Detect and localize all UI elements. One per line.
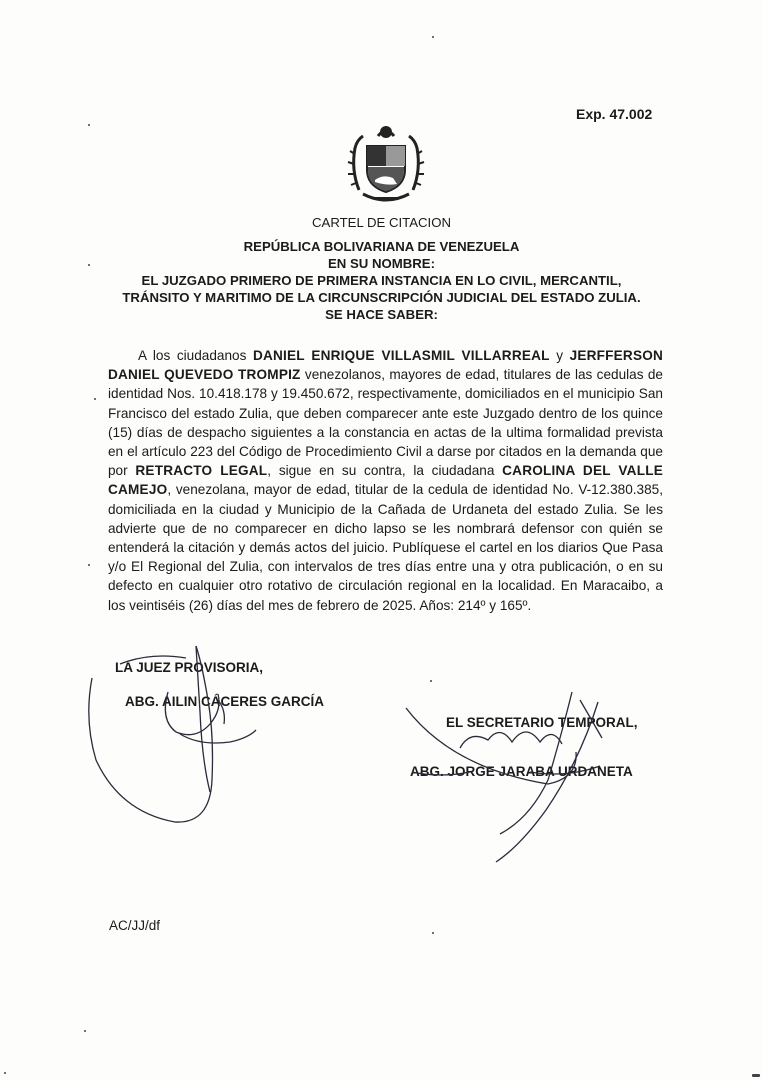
header-line: EL JUZGADO PRIMERO DE PRIMERA INSTANCIA EN LO CIVIL, MERCANTIL, bbox=[141, 273, 622, 288]
body-text: , venezolana, mayor de edad, titular de la cedula de identidad No. V-12.380.385, domiciliada en la ciudad y Municipio de la Cañada de Urdaneta del estado Zulia. Se les advierte que de no comparecer en dicho lapso se les nombrará defensor con quién se entenderá la citación y demás actos del juicio. Publíquese el cartel en los diarios Que Pasa y/o El Regional del Zulia, con intervalos de tres días entre una y otra publicación, o en su defecto en cualquier otro rotativo de circulación regional en la localidad. En Maracaibo, a los veintiséis (26) días del mes de febrero de 2025. Años: 214º y 165º. bbox=[108, 482, 663, 613]
scan-speck bbox=[88, 264, 90, 266]
expediente-number: Exp. 47.002 bbox=[576, 106, 653, 122]
coat-of-arms-of-venezuela-icon bbox=[345, 120, 427, 206]
case-type: RETRACTO LEGAL bbox=[135, 463, 268, 479]
citation-body bbox=[108, 346, 663, 615]
header-block bbox=[60, 238, 703, 323]
scan-speck bbox=[88, 564, 90, 566]
scan-speck bbox=[432, 36, 434, 38]
scan-speck bbox=[84, 1030, 86, 1032]
typist-initials: AC/JJ/df bbox=[109, 918, 161, 933]
body-text: y bbox=[549, 348, 570, 363]
secretary-name: ABG. JORGE JARABA URDANETA bbox=[410, 764, 633, 779]
scan-speck bbox=[88, 124, 90, 126]
defendant-name-1: DANIEL ENRIQUE VILLASMIL VILLARREAL bbox=[253, 348, 550, 363]
header-line: TRÁNSITO Y MARITIMO DE LA CIRCUNSCRIPCIÓN JUDICIAL DEL ESTADO ZULIA. bbox=[122, 290, 641, 305]
header-line: EN SU NOMBRE: bbox=[328, 256, 435, 271]
scan-speck bbox=[94, 398, 96, 400]
scan-speck bbox=[432, 932, 434, 934]
scan-speck bbox=[4, 1072, 6, 1074]
scan-speck bbox=[430, 680, 432, 682]
document-title: CARTEL DE CITACION bbox=[312, 215, 451, 230]
body-text: venezolanos, mayores de edad, titulares de las cedulas de identidad Nos. 10.418.178 y 19.450.672, respectivamente, domiciliados en el municipio San Francisco del estado Zulia, que deben comparecer ante este Juzgado dentro de los quince (15) días de despacho siguientes a la constancia en actas de la ultima formalidad prevista en el artículo 223 del Código de Procedimiento Civil a darse por citados en la demanda que por bbox=[108, 367, 663, 479]
defendant-name-2: JERFFERSON DANIEL QUEVEDO TROMPIZ bbox=[108, 348, 664, 383]
judge-name: ABG. AILIN CÁCERES GARCÍA bbox=[125, 694, 325, 709]
header-line: REPÚBLICA BOLIVARIANA DE VENEZUELA bbox=[243, 239, 520, 254]
body-text: , sigue en su contra, la ciudadana bbox=[267, 463, 503, 479]
plaintiff-name: CAROLINA DEL VALLE CAMEJO bbox=[108, 463, 663, 498]
scan-speck bbox=[752, 1074, 760, 1077]
body-text: A los ciudadanos bbox=[138, 348, 253, 363]
header-line: SE HACE SABER: bbox=[325, 307, 438, 322]
judge-title: LA JUEZ PROVISORIA, bbox=[115, 660, 264, 675]
secretary-title: EL SECRETARIO TEMPORAL, bbox=[446, 715, 638, 730]
